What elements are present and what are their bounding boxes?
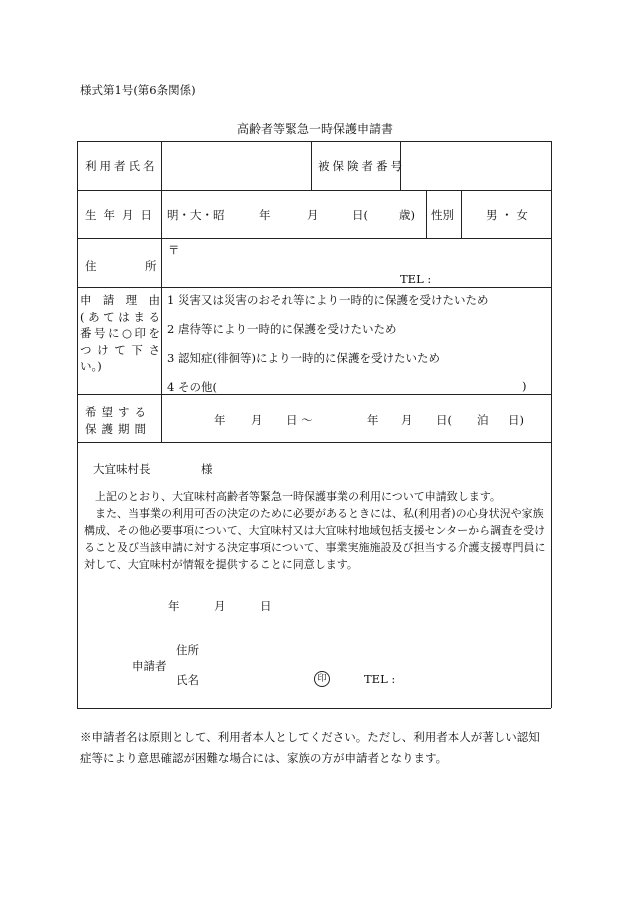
user-name-label: 利用者氏名	[85, 159, 158, 173]
period-end-day: 日(	[436, 413, 452, 427]
period-end-month: 月	[401, 413, 413, 427]
application-day-unit: 日	[260, 599, 272, 613]
period-end-year: 年	[367, 413, 379, 427]
applicant-tel-label: TEL :	[364, 672, 396, 686]
birth-month-unit: 月	[307, 208, 319, 222]
period-nights: 泊	[477, 413, 489, 427]
sex-label: 性別	[431, 208, 454, 222]
applicant-label: 申請者	[132, 659, 167, 673]
address-label-1: 住	[85, 259, 97, 273]
period-start-year: 年	[214, 413, 226, 427]
application-year-unit: 年	[168, 599, 180, 613]
period-start-month: 月	[251, 413, 263, 427]
footnote: ※申請者名は原則として、利用者本人としてください。ただし、利用者本人が著しい認知症等により意思確認が困難な場合には、家族の方が申請者となります。	[80, 730, 540, 765]
user-name-field[interactable]	[162, 142, 310, 189]
postal-mark: 〒	[168, 243, 180, 257]
addressee: 大宜味村長	[93, 462, 151, 476]
application-month-unit: 月	[214, 599, 226, 613]
address-label-2: 所	[145, 259, 157, 273]
form-number: 様式第1号(第6条関係)	[80, 83, 196, 97]
reason-item-3[interactable]: 3 認知症(徘徊等)により一時的に保護を受けたいため	[167, 351, 440, 365]
reason-label: 申請理由 (あてはまる 番号に○印を つけて下さ い。)	[80, 293, 160, 373]
reason-item-2[interactable]: 2 虐待等により一時的に保護を受けたいため	[167, 322, 397, 336]
period-label-1: 希望する	[85, 405, 151, 419]
age-unit: 歳)	[399, 208, 415, 222]
reason-item-4[interactable]: 4 その他(	[167, 380, 217, 394]
applicant-name-label: 氏名	[176, 673, 199, 687]
page-title: 高齢者等緊急一時保護申請書	[237, 122, 394, 136]
insured-number-label: 被保険者番号	[318, 159, 405, 173]
honorific: 様	[201, 462, 213, 476]
reason-item-1[interactable]: 1 災害又は災害のおそれ等により一時的に保護を受けたいため	[167, 293, 489, 307]
sex-options[interactable]: 男 ・ 女	[486, 208, 528, 222]
period-start-day: 日 〜	[286, 413, 313, 427]
declaration-paragraph-2: また、当事業の利用可否の決定のために必要があるときには、私(利用者)の心身状況や家族構成、その他必要事項について、大宜味村又は大宜味村地域包括支援センターから調査を受けること及び当該申請に対する決定事項について、事業実施施設及び担当する介護支援専門員に対して、大宜味村が情報を提供することに同意します。	[84, 507, 546, 571]
birth-day-unit: 日(	[352, 208, 368, 222]
birth-date-label: 生年月日	[85, 208, 159, 222]
insured-number-field[interactable]	[401, 142, 550, 189]
birth-year-unit: 年	[259, 208, 271, 222]
period-label-2: 保護期間	[85, 422, 151, 436]
declaration-paragraph-1: 上記のとおり、大宜味村高齢者等緊急一時保護事業の利用について申請致します。	[95, 490, 501, 503]
address-tel-label: TEL :	[400, 272, 432, 286]
seal-icon: 印	[314, 671, 330, 687]
reason-other-close: )	[522, 379, 527, 393]
period-days: 日)	[508, 413, 524, 427]
applicant-address-label: 住所	[176, 643, 199, 657]
era-options: 明・大・昭	[167, 208, 225, 222]
